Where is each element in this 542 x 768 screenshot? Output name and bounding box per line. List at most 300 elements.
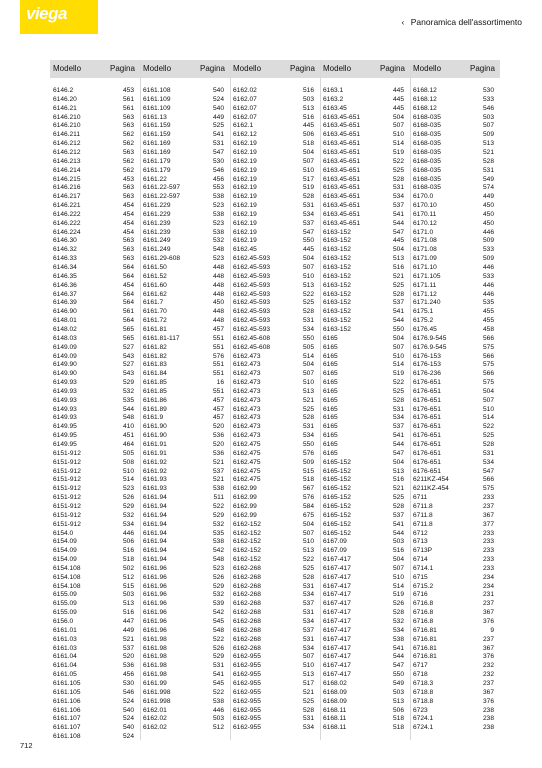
table-row [410, 291, 500, 299]
table-row [230, 397, 320, 405]
table-row [140, 105, 230, 113]
table-row [410, 246, 500, 254]
table-row [230, 512, 320, 520]
model-code: 6161.98 [143, 635, 167, 643]
model-code: 6162.19 [233, 219, 257, 227]
model-code: 6170.12 [413, 219, 437, 227]
table-row [230, 379, 320, 387]
model-code: 6162-955 [233, 662, 261, 670]
model-code: 6168-035 [413, 148, 441, 156]
table-row [50, 193, 140, 201]
page-ref: 445 [302, 246, 314, 254]
page-ref: 550 [302, 334, 314, 342]
model-code: 6162.19 [233, 166, 257, 174]
model-code: 6151-912 [53, 502, 81, 510]
page-ref: 450 [482, 210, 494, 218]
page-ref: 525 [392, 387, 404, 395]
model-code: 6161.998 [143, 697, 171, 705]
table-row [140, 370, 230, 378]
model-code: 6161.72 [143, 317, 167, 325]
page-ref: 446 [482, 228, 494, 236]
page-ref: 523 [212, 564, 224, 572]
model-code: 6176.45 [413, 325, 437, 333]
table-row [410, 379, 500, 387]
page-ref: 506 [302, 131, 314, 139]
page-ref: 522 [212, 502, 224, 510]
table-row [230, 698, 320, 706]
page-ref: 576 [302, 449, 314, 457]
page-ref: 521 [482, 148, 494, 156]
model-code: 6161.108 [143, 87, 171, 94]
page-ref: 504 [392, 556, 404, 564]
model-code: 6163.1 [323, 87, 344, 94]
table-row [50, 459, 140, 467]
page-ref: 564 [122, 299, 134, 307]
table-row [140, 282, 230, 290]
model-code: 6161.05 [53, 671, 77, 679]
model-code: 6715 [413, 573, 428, 581]
page-ref: 504 [392, 334, 404, 342]
table-row [140, 167, 230, 175]
table-row [320, 468, 410, 476]
table-row [140, 538, 230, 546]
table-row [320, 308, 410, 316]
table-row [410, 299, 500, 307]
page-ref: 519 [302, 184, 314, 192]
model-code: 6146.224 [53, 228, 81, 236]
model-code: 6162.45-593 [233, 317, 271, 325]
table-row [140, 299, 230, 307]
model-code: 6149.95 [53, 432, 77, 440]
model-code: 6162.02 [143, 724, 167, 732]
model-code: 6146.30 [53, 237, 77, 245]
model-code: 6149.90 [53, 361, 77, 369]
table-row [140, 237, 230, 245]
model-code: 6723 [413, 706, 428, 714]
model-code: 6167.09 [323, 538, 347, 546]
model-code: 6167-417 [323, 582, 351, 590]
table-row [410, 131, 500, 139]
page-ref: 503 [392, 688, 404, 696]
table-row [320, 538, 410, 546]
table-row [50, 220, 140, 228]
table-row [410, 335, 500, 343]
model-code: 6161.94 [143, 529, 167, 537]
page-ref: 531 [212, 140, 224, 148]
table-row [50, 530, 140, 538]
page-ref: 507 [302, 264, 314, 271]
page-ref: 528 [302, 308, 314, 316]
page-ref: 531 [302, 317, 314, 325]
model-code: 6163-152 [323, 290, 351, 298]
table-row [140, 122, 230, 130]
table-row [230, 609, 320, 617]
table-row [140, 468, 230, 476]
table-row [230, 627, 320, 635]
page-ref: 542 [212, 609, 224, 617]
page-ref: 237 [482, 635, 494, 643]
page-ref: 567 [302, 485, 314, 493]
model-code: 6176-651 [413, 449, 441, 457]
table-row [140, 432, 230, 440]
model-code: 6167-417 [323, 609, 351, 617]
table-row [230, 211, 320, 219]
model-code: 6146.33 [53, 255, 77, 263]
table-row [140, 414, 230, 422]
section-breadcrumb[interactable] [402, 17, 522, 27]
page-ref: 510 [302, 166, 314, 174]
page-ref: 528 [302, 573, 314, 581]
page-ref: 522 [302, 556, 314, 564]
table-row [140, 636, 230, 644]
model-code: 6168-035 [413, 157, 441, 165]
table-row [140, 273, 230, 281]
page-ref: 510 [392, 352, 404, 360]
model-code: 6163.45-651 [323, 122, 361, 130]
page-ref: 503 [302, 95, 314, 103]
model-code: 6168.12 [413, 87, 437, 94]
model-code: 6161.169 [143, 140, 171, 148]
model-code: 6175.1 [413, 308, 434, 316]
table-row [410, 326, 500, 334]
model-code: 6176-651 [413, 458, 441, 466]
model-code: 6162.475 [233, 458, 261, 466]
column-header-pagina: Pagina [380, 64, 405, 73]
table-row [140, 476, 230, 484]
model-code: 6165-152 [323, 458, 351, 466]
model-code: 6162.45-593 [233, 308, 271, 316]
table-row [320, 715, 410, 723]
table-row [50, 140, 140, 148]
model-code: 6161.96 [143, 600, 167, 608]
model-code: 6162.475 [233, 449, 261, 457]
page-ref: 453 [122, 87, 134, 94]
page-ref: 550 [392, 671, 404, 679]
model-code: 6162.19 [233, 157, 257, 165]
table-row [140, 176, 230, 184]
table-row [140, 96, 230, 104]
model-code: 6154.09 [53, 547, 77, 555]
table-row [320, 255, 410, 263]
page-ref: 563 [122, 184, 134, 192]
table-row [410, 414, 500, 422]
page-ref: 566 [482, 476, 494, 484]
model-code: 6161.98 [143, 671, 167, 679]
table-row [320, 547, 410, 555]
table-row [50, 176, 140, 184]
model-code: 6149.95 [53, 441, 77, 448]
model-code: 6163.45-651 [323, 219, 361, 227]
table-row [50, 636, 140, 644]
table-row [410, 220, 500, 228]
model-code: 6146.221 [53, 202, 81, 210]
model-code: 6716.8 [413, 618, 434, 625]
model-code: 6168.09 [323, 688, 347, 696]
model-code: 6162-152 [233, 538, 261, 546]
model-code: 6162-268 [233, 582, 261, 590]
page-ref: 513 [392, 697, 404, 705]
table-header [50, 60, 500, 78]
model-code: 6161.22-597 [143, 184, 181, 192]
model-code: 6168-035 [413, 113, 441, 121]
model-code: 6161.96 [143, 582, 167, 590]
model-code: 6162.1 [233, 122, 254, 130]
page-ref: 566 [482, 370, 494, 378]
model-code: 6162.19 [233, 202, 257, 210]
page-ref: 454 [122, 281, 134, 289]
model-code: 6167-417 [323, 626, 351, 634]
column-header-modello: Modello [323, 64, 352, 73]
table-row [50, 158, 140, 166]
table-row [50, 707, 140, 715]
page-ref: 507 [392, 122, 404, 130]
page-ref: 535 [122, 396, 134, 404]
model-code: 6162-955 [233, 679, 261, 687]
table-row [50, 96, 140, 104]
page-ref: 563 [122, 255, 134, 263]
page-ref: 455 [482, 308, 494, 316]
table-row [230, 264, 320, 272]
page-ref: 504 [302, 255, 314, 263]
page-ref: 510 [392, 131, 404, 139]
model-code: 6161.96 [143, 618, 167, 625]
table-row [410, 503, 500, 511]
page-ref: 504 [302, 148, 314, 156]
table-row [320, 229, 410, 237]
table-row [50, 202, 140, 210]
page-ref: 564 [122, 317, 134, 325]
table-row [320, 291, 410, 299]
model-code: 6146.39 [53, 299, 77, 307]
model-code: 6161.229 [143, 202, 171, 210]
table-row [230, 680, 320, 688]
table-row [410, 609, 500, 617]
page-ref: 516 [122, 547, 134, 555]
page-ref: 566 [482, 352, 494, 360]
page-ref: 510 [302, 538, 314, 546]
table-row [320, 698, 410, 706]
page-ref: 513 [392, 255, 404, 263]
page-ref: 457 [212, 414, 224, 422]
table-row [140, 618, 230, 626]
page-ref: 514 [392, 582, 404, 590]
model-code: 6713P [413, 547, 433, 555]
page-ref: 237 [482, 679, 494, 687]
table-row [230, 299, 320, 307]
model-code: 6161.04 [53, 653, 77, 661]
table-row [410, 193, 500, 201]
table-row [230, 353, 320, 361]
table-row [230, 193, 320, 201]
page-ref: 464 [122, 441, 134, 448]
page-ref: 513 [122, 600, 134, 608]
model-code: 6168.09 [323, 697, 347, 705]
page-ref: 512 [212, 724, 224, 732]
table-row [320, 724, 410, 732]
page-ref: 525 [302, 697, 314, 705]
model-code: 6162.19 [233, 210, 257, 218]
table-row [230, 707, 320, 715]
table-row [140, 193, 230, 201]
table-row [320, 202, 410, 210]
model-code: 6163-152 [323, 325, 351, 333]
model-code: 6161.89 [143, 405, 167, 413]
page-ref: 449 [122, 626, 134, 634]
table-row [410, 273, 500, 281]
page-ref: 538 [212, 228, 224, 236]
table-row [230, 317, 320, 325]
model-code: 6161.7 [143, 299, 164, 307]
model-code: 6176-651 [413, 423, 441, 431]
page-number: 712 [20, 741, 33, 750]
table-row [50, 645, 140, 653]
page-ref: 547 [392, 228, 404, 236]
table-row [140, 689, 230, 697]
model-code: 6161.81 [143, 325, 167, 333]
table-row [230, 618, 320, 626]
table-row [410, 140, 500, 148]
table-row [410, 158, 500, 166]
page-ref: 545 [212, 679, 224, 687]
model-code: 6168.11 [323, 724, 347, 732]
table-row [320, 246, 410, 254]
page-ref: 575 [482, 361, 494, 369]
table-row [140, 317, 230, 325]
page-ref: 551 [212, 334, 224, 342]
table-row [230, 237, 320, 245]
model-code: 6148.03 [53, 334, 77, 342]
model-code: 6151-912 [53, 511, 81, 519]
page-ref: 507 [302, 653, 314, 661]
table-row [320, 326, 410, 334]
page-ref: 523 [212, 255, 224, 263]
table-row [50, 397, 140, 405]
table-row [230, 344, 320, 352]
page-ref: 562 [122, 131, 134, 139]
page-ref: 453 [122, 175, 134, 183]
model-code: 6163.45-651 [323, 193, 361, 201]
page-ref: 525 [302, 299, 314, 307]
model-code: 6161.81-117 [143, 334, 180, 342]
model-code: 6162-268 [233, 609, 261, 617]
page-ref: 448 [212, 317, 224, 325]
page-ref: 456 [212, 175, 224, 183]
page-ref: 506 [122, 538, 134, 546]
page-ref: 537 [392, 202, 404, 210]
model-code: 6162.45-593 [233, 281, 271, 289]
table-row [50, 370, 140, 378]
page-ref: 237 [482, 502, 494, 510]
table-row [230, 503, 320, 511]
model-code: 6716.81 [413, 635, 437, 643]
model-code: 6149.93 [53, 414, 77, 422]
page-ref: 458 [482, 325, 494, 333]
table-row [50, 423, 140, 431]
model-code: 6161.29-608 [143, 255, 181, 263]
page-ref: 525 [392, 494, 404, 502]
model-code: 6161.94 [143, 494, 167, 502]
page-ref: 505 [122, 449, 134, 457]
model-code: 6176-651 [413, 432, 441, 440]
table-row [410, 707, 500, 715]
table-row [320, 476, 410, 484]
model-code: 6176-651 [413, 405, 441, 413]
page-ref: 513 [482, 140, 494, 148]
page-ref: 510 [482, 405, 494, 413]
table-row [410, 565, 500, 573]
model-code: 6161.107 [53, 715, 81, 723]
page-ref: 529 [212, 511, 224, 519]
table-row [50, 556, 140, 564]
page-ref: 533 [482, 95, 494, 103]
table-row [50, 503, 140, 511]
page-ref: 504 [482, 387, 494, 395]
table-row [320, 450, 410, 458]
table-row [140, 512, 230, 520]
model-code: 6162.473 [233, 405, 261, 413]
page-ref: 565 [122, 334, 134, 342]
page-ref: 503 [212, 715, 224, 723]
model-code: 6162-955 [233, 724, 261, 732]
model-code: 6162.19 [233, 193, 257, 201]
model-code: 6161.98 [143, 644, 167, 652]
page-ref: 510 [392, 573, 404, 581]
model-code: 6161.998 [143, 688, 171, 696]
table-row [230, 485, 320, 493]
table-row [320, 414, 410, 422]
table-row [410, 538, 500, 546]
table-row [320, 114, 410, 122]
model-code: 6161.50 [143, 264, 167, 271]
model-code: 6716.81 [413, 653, 437, 661]
page-ref: 566 [482, 334, 494, 342]
page-ref: 544 [392, 441, 404, 448]
model-code: 6163.45-651 [323, 184, 361, 192]
page-ref: 518 [122, 556, 134, 564]
model-code: 6712 [413, 529, 428, 537]
model-code: 6162.45-608 [233, 334, 271, 342]
model-code: 6162.19 [233, 140, 257, 148]
page-ref: 518 [302, 476, 314, 484]
page-ref: 584 [302, 502, 314, 510]
page-ref: 526 [212, 573, 224, 581]
table-row [320, 662, 410, 670]
model-code: 6711.8 [413, 520, 433, 528]
table-row [410, 353, 500, 361]
page-ref: 507 [302, 529, 314, 537]
model-code: 6165 [323, 361, 338, 369]
table-row [140, 591, 230, 599]
page-ref: 516 [122, 609, 134, 617]
page-ref: 540 [212, 104, 224, 112]
model-code: 6163-152 [323, 237, 351, 245]
page-ref: 561 [122, 104, 134, 112]
model-code: 6161.109 [143, 95, 171, 103]
page-ref: 535 [482, 299, 494, 307]
model-code: 6161.179 [143, 157, 171, 165]
page-ref: 448 [212, 290, 224, 298]
table-row [230, 246, 320, 254]
page-ref: 509 [482, 131, 494, 139]
table-row [230, 229, 320, 237]
table-row [50, 361, 140, 369]
model-code: 6163-152 [323, 264, 351, 271]
model-code: 6718.8 [413, 697, 434, 705]
table-row [50, 441, 140, 449]
model-code: 6162-955 [233, 706, 261, 714]
table-row [230, 530, 320, 538]
table-row [320, 167, 410, 175]
